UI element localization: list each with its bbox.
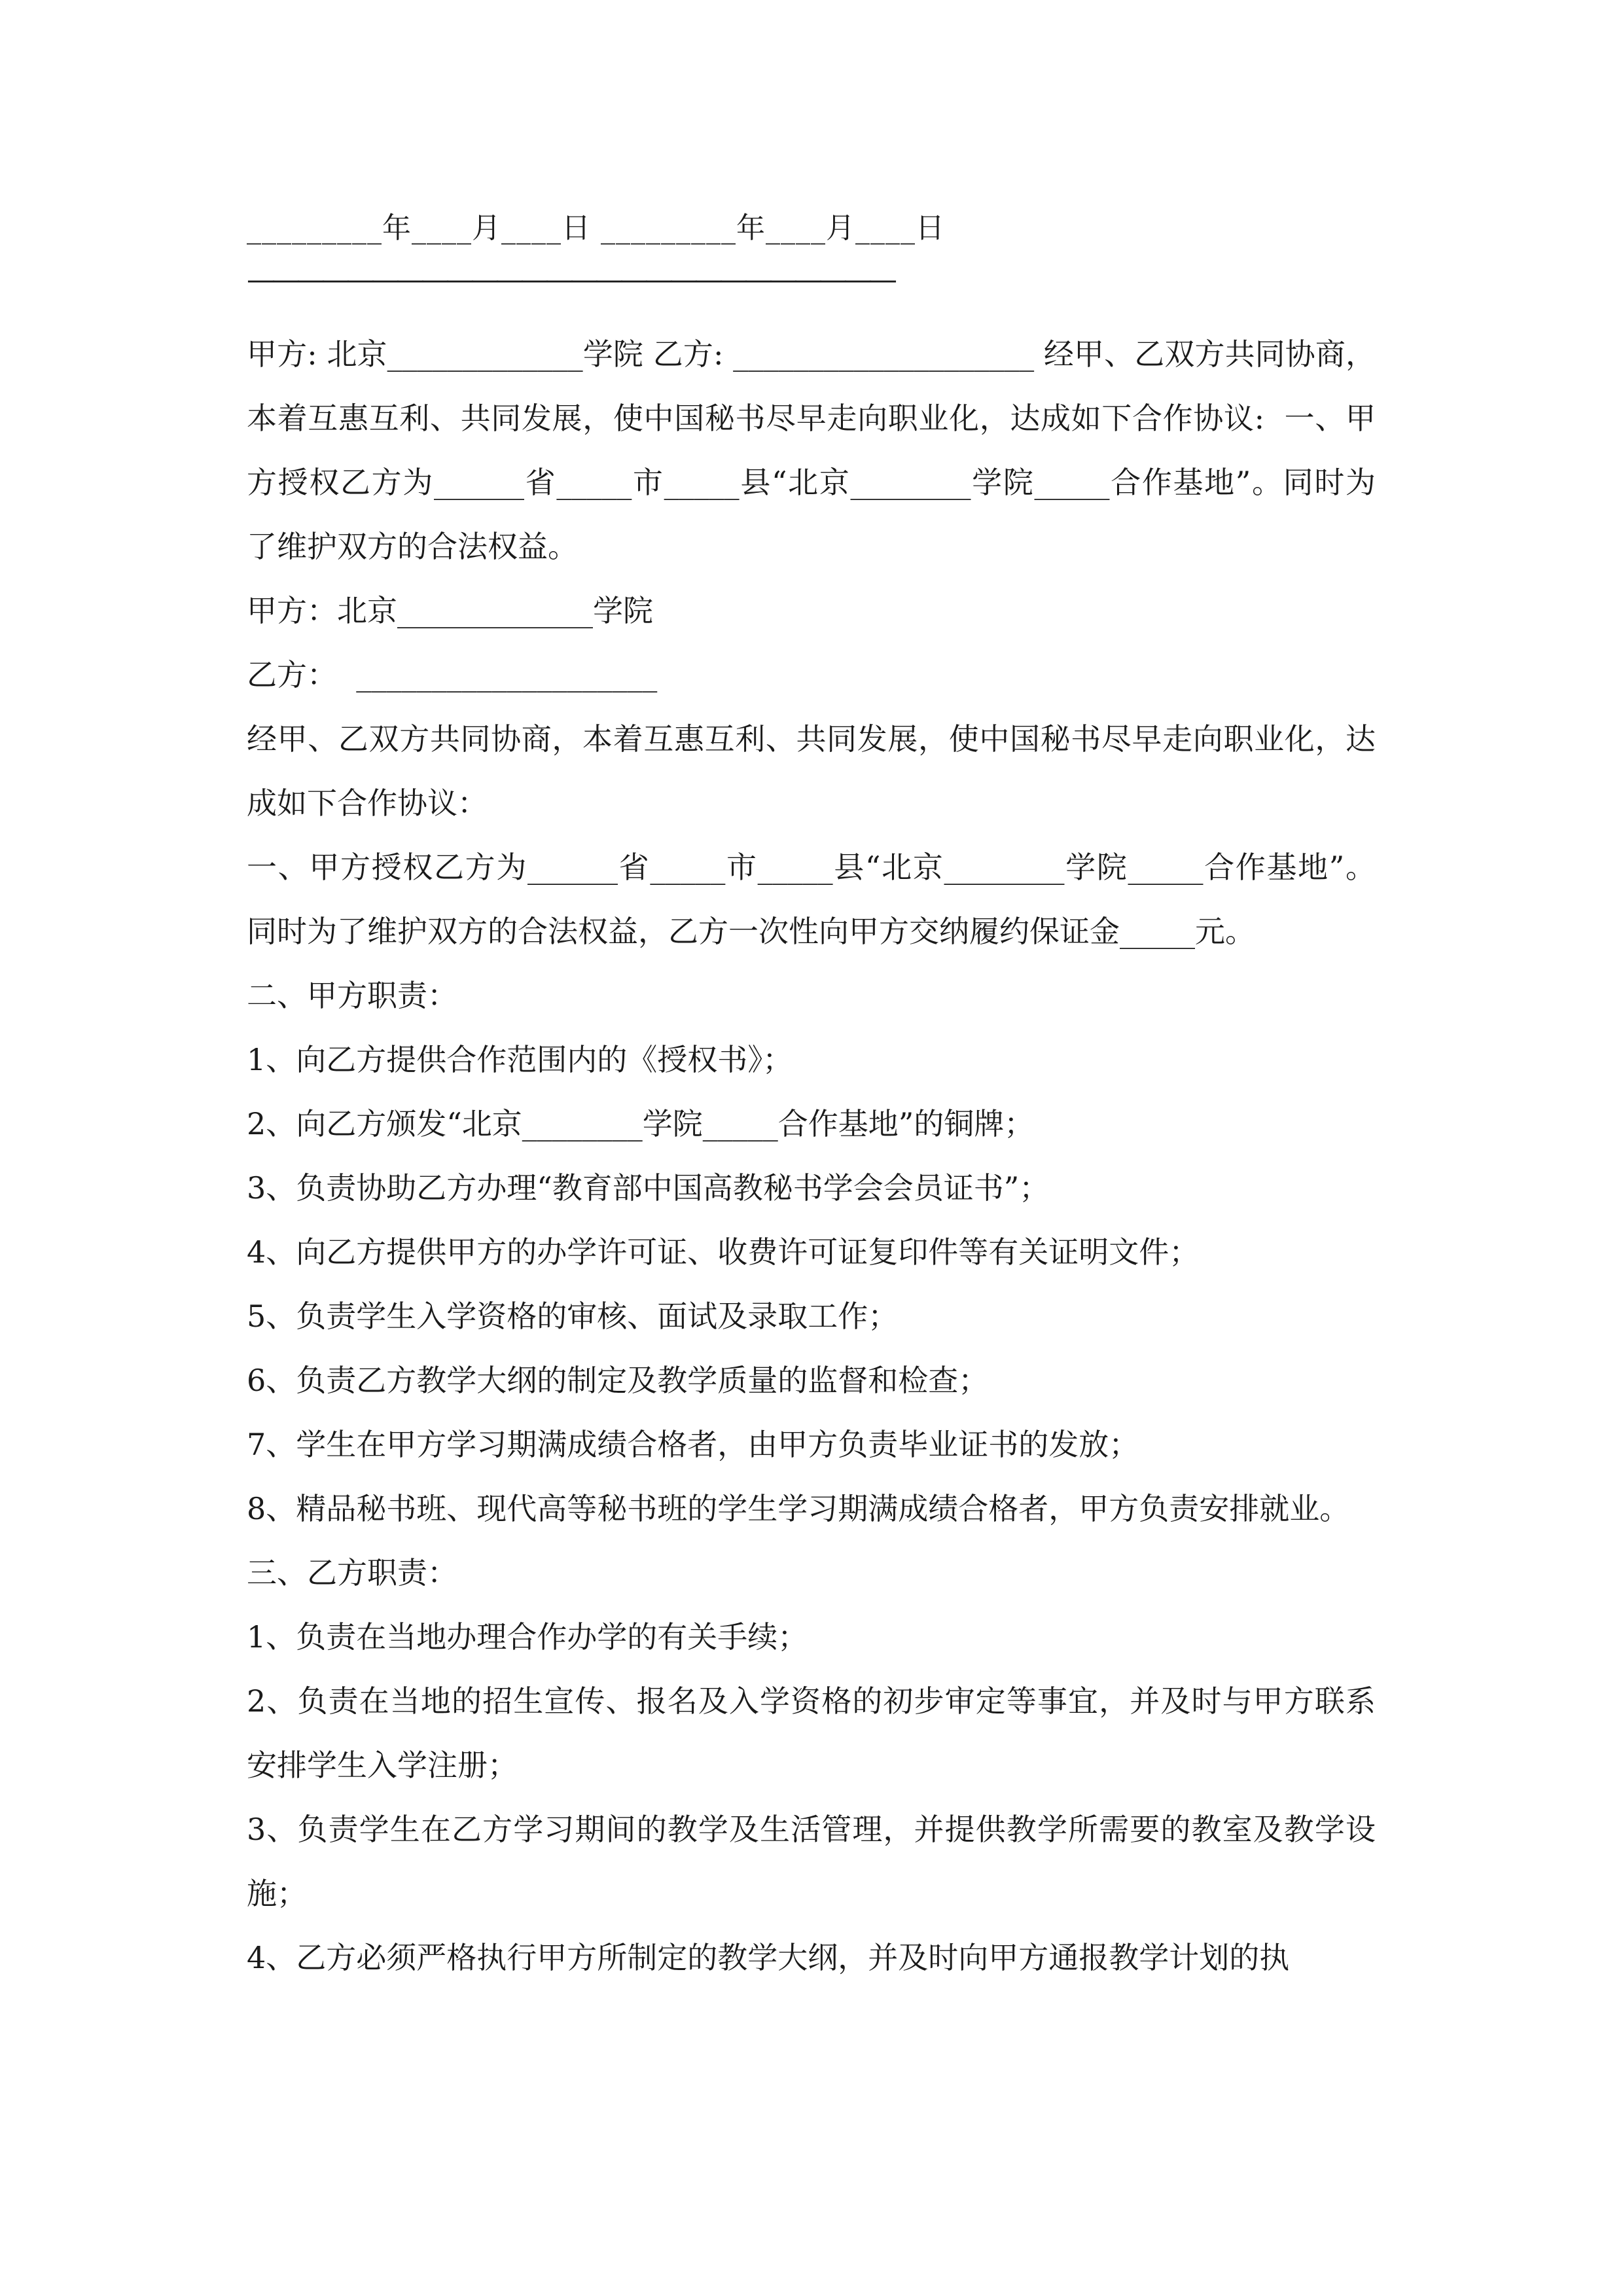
party-a-duty-4: 4、向乙方提供甲方的办学许可证、收费许可证复印件等有关证明文件； (247, 1234, 1200, 1270)
party-a-duty-1: 1、向乙方提供合作范围内的《授权书》； (247, 1042, 793, 1077)
section-heading-party-a-duties: 二、甲方职责： (247, 978, 457, 1013)
party-a-duty-2: 2、向乙方颁发“北京________学院_____合作基地”的铜牌； (247, 1106, 1035, 1141)
separator-rule: —————————————————————————— (247, 263, 893, 296)
party-b-duty-3: 3、负责学生在乙方学习期间的教学及生活管理，并提供教学所需要的教室及教学设施； (247, 1812, 1376, 1911)
party-a-duty-6: 6、负责乙方教学大纲的制定及教学质量的监督和检查； (247, 1363, 989, 1398)
party-a-duty-8: 8、精品秘书班、现代高等秘书班的学生学习期满成绩合格者，甲方负责安排就业。 (247, 1491, 1350, 1526)
party-b-duty-4: 4、乙方必须严格执行甲方所制定的教学大纲，并及时向甲方通报教学计划的执 (247, 1940, 1290, 1975)
party-a-duty-5: 5、负责学生入学资格的审核、面试及录取工作； (247, 1299, 899, 1334)
party-a-duty-7: 7、学生在甲方学习期满成绩合格者，由甲方负责毕业证书的发放； (247, 1427, 1139, 1462)
section-heading-party-b-duties: 三、乙方职责： (247, 1555, 457, 1590)
party-a-duty-3: 3、负责协助乙方办理“教育部中国高教秘书学会会员证书”； (247, 1170, 1050, 1206)
agreement-intro: 经甲、乙双方共同协商，本着互惠互利、共同发展，使中国秘书尽早走向职业化，达成如下合作协议： (247, 721, 1376, 821)
party-b-duty-2: 2、负责在当地的招生宣传、报名及入学资格的初步审定等事宜，并及时与甲方联系安排学生入学注册； (247, 1683, 1376, 1783)
paragraph-preamble: 甲方: 北京_____________学院 乙方: ____________________ 经甲、乙双方共同协商，本着互惠互利、共同发展，使中国秘书尽早走向职业化，达成如下合作协议: 一、甲方授权乙方为______省_____市_____县“北京________学院_____合作基地”。同时为了维护双方的合法权益。 (247, 336, 1376, 564)
party-b-line: 乙方： ____________________ (247, 657, 658, 692)
date-line: _________年____月____日 _________年____月____日 (247, 211, 945, 245)
party-b-duty-1: 1、负责在当地办理合作办学的有关手续； (247, 1619, 808, 1655)
party-a-line: 甲方：北京_____________学院 (247, 593, 653, 628)
clause-1-authorization: 一、甲方授权乙方为______省_____市_____县“北京________学院_____合作基地”。同时为了维护双方的合法权益，乙方一次性向甲方交纳履约保证金_____元。 (247, 850, 1376, 949)
document-body (247, 196, 1376, 1990)
